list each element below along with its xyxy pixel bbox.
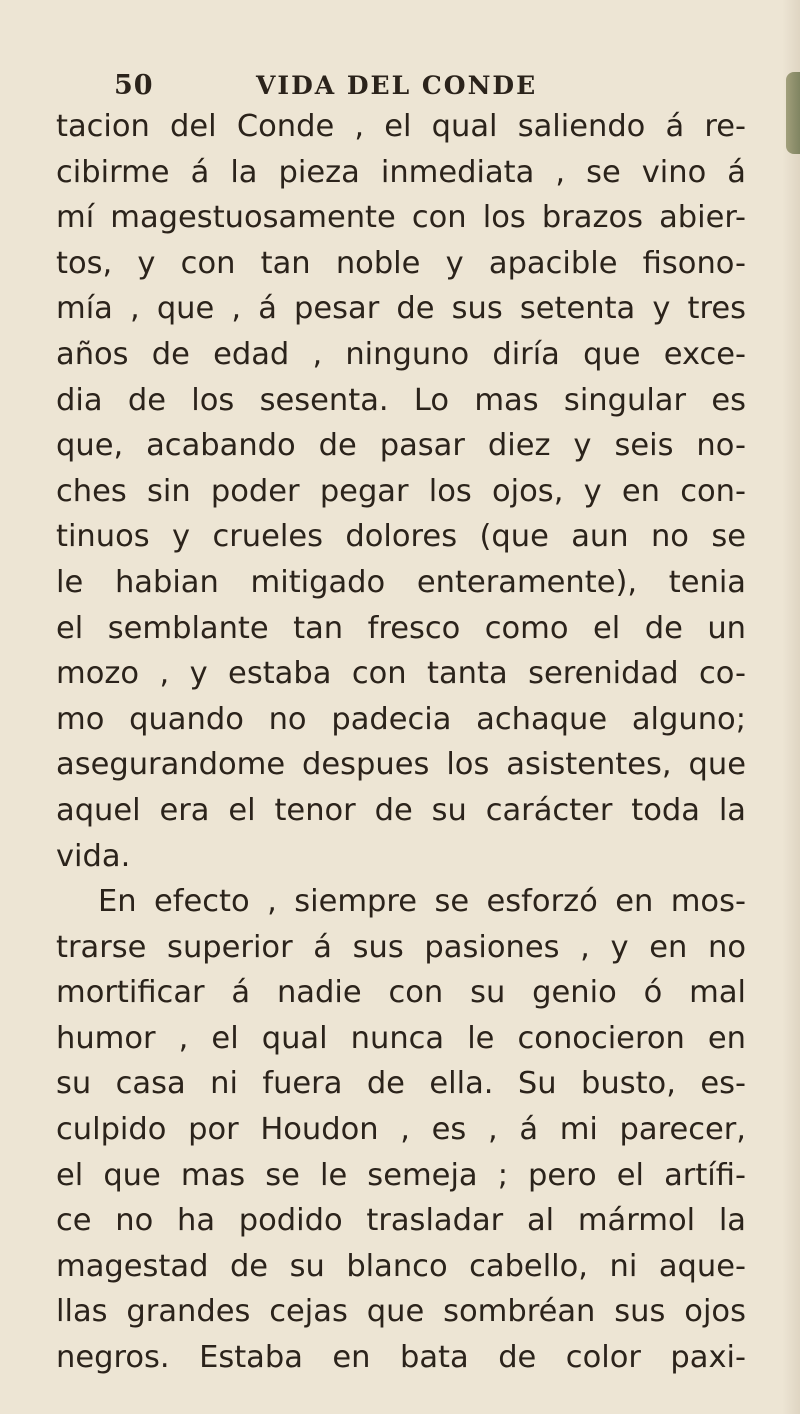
text-line: mo quando no padecia achaque alguno; (56, 701, 746, 737)
text-line: tacion del Conde , el qual saliendo á re- (56, 109, 746, 144)
text-line: culpido por Houdon , es , á mi parecer, (56, 1112, 746, 1148)
text-line: negros. Estaba en bata de color paxi- (56, 1340, 746, 1376)
text-line: le habian mitigado enteramente), tenia (56, 564, 746, 600)
text-line: su casa ni fuera de ella. Su busto, es- (56, 1066, 746, 1102)
text-line: humor , el qual nunca le conocieron en (56, 1020, 746, 1056)
text-line: trarse superior á sus pasiones , y en no (56, 929, 746, 965)
text-line: mortificar á nadie con su genio ó mal (56, 975, 746, 1011)
text-line: mí magestuosamente con los brazos abier- (56, 200, 746, 236)
text-line: magestad de su blanco cabello, ni aque- (56, 1248, 746, 1284)
running-title: VIDA DEL CONDE (256, 71, 538, 100)
text-line: cibirme á la pieza inmediata , se vino á (56, 154, 746, 190)
text-line: llas grandes cejas que sombréan sus ojos (56, 1294, 746, 1330)
text-line: tos, y con tan noble y apacible fisono- (56, 245, 746, 281)
text-line: ce no ha podido trasladar al mármol la (56, 1203, 746, 1239)
page-number: 50 (114, 70, 154, 101)
text-line: el semblante tan fresco como el de un (56, 610, 746, 646)
text-line: años de edad , ninguno diría que exce- (56, 336, 746, 372)
text-line: el que mas se le semeja ; pero el artífi- (56, 1157, 746, 1193)
text-line: mozo , y estaba con tanta serenidad co- (56, 656, 746, 692)
page-edge-tab (786, 72, 800, 154)
text-line: tinuos y crueles dolores (que aun no se (56, 519, 746, 555)
text-line: ches sin poder pegar los ojos, y en con- (56, 473, 746, 509)
text-line: que, acabando de pasar diez y seis no- (56, 428, 746, 464)
text-line: asegurandome despues los asistentes, que (56, 747, 746, 783)
paragraph-end-line: vida. (56, 838, 131, 874)
text-line: mía , que , á pesar de sus setenta y tres (56, 291, 746, 327)
paragraph-start-line: En efecto , siempre se esforzó en mos- (98, 884, 746, 920)
text-line: aquel era el tenor de su carácter toda la (56, 792, 746, 828)
body-text (56, 104, 746, 1381)
text-line: dia de los sesenta. Lo mas singular es (56, 382, 746, 418)
